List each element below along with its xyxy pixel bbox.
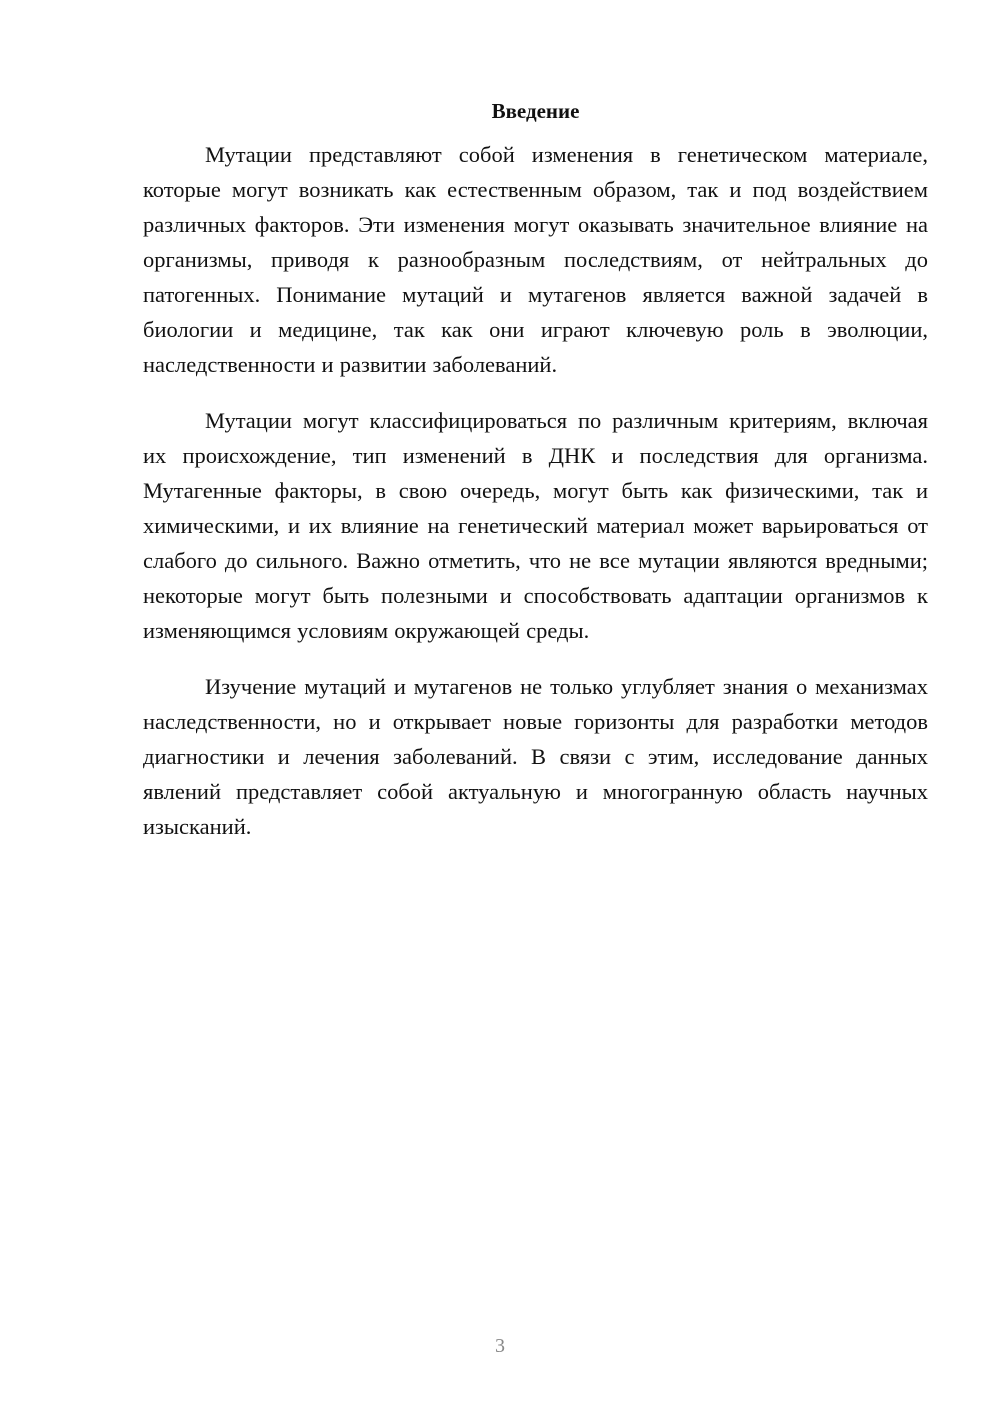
- paragraph-1: Мутации представляют собой изменения в генетическом материале, которые могут возникать как естественным образом, так и под воздействием различных факторов. Эти изменения могут оказывать значительное влияние на организмы, приводя к разнообразным последствиям, от нейтральных до патогенных. Понимание мутаций и мутагенов является важной задачей в биологии и медицине, так как они играют ключевую роль в эволюции, наследственности и развитии заболеваний.: [143, 142, 928, 377]
- page-content: [143, 95, 928, 844]
- page-number: 3: [495, 1335, 505, 1357]
- section-title: Введение: [491, 99, 580, 123]
- paragraph-2: Мутации могут классифицироваться по различным критериям, включая их происхождение, тип изменений в ДНК и последствия для организма. Мутагенные факторы, в свою очередь, могут быть как физическими, так и химическими, и их влияние на генетический материал может варьироваться от слабого до сильного. Важно отметить, что не все мутации являются вредными; некоторые могут быть полезными и способствовать адаптации организмов к изменяющимся условиям окружающей среды.: [143, 408, 928, 643]
- paragraph-3: Изучение мутаций и мутагенов не только углубляет знания о механизмах наследственности, но и открывает новые горизонты для разработки методов диагностики и лечения заболеваний. В связи с этим, исследование данных явлений представляет собой актуальную и многогранную область научных изысканий.: [143, 674, 928, 839]
